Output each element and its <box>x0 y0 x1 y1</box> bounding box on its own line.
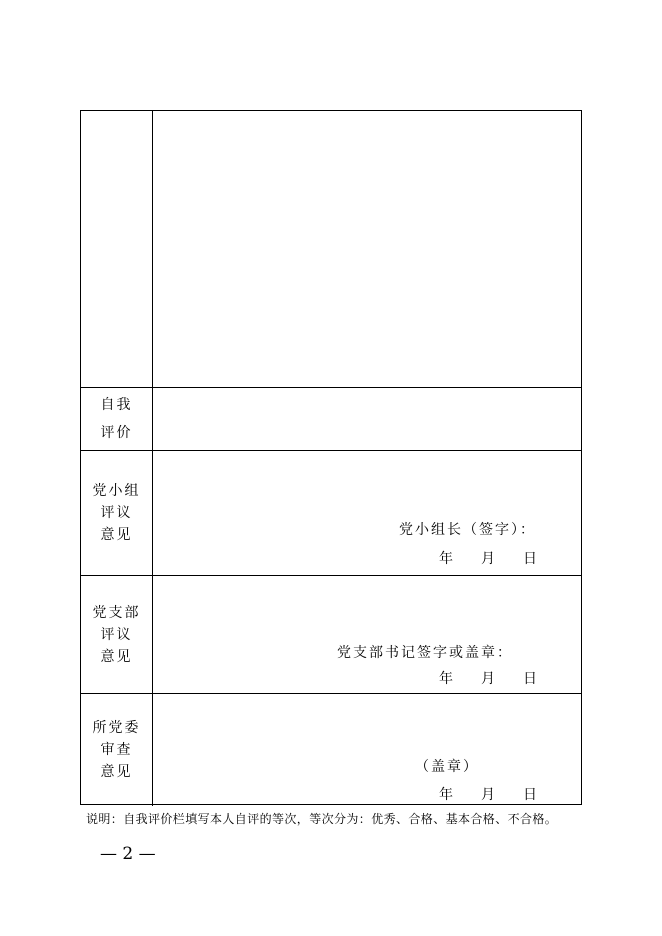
group-date-line <box>439 548 537 568</box>
year-label: 年 <box>439 787 453 803</box>
label-line: 党支部 <box>92 604 141 621</box>
committee-date-line <box>439 784 537 804</box>
party-group-label <box>81 451 153 575</box>
summary-row <box>81 111 581 388</box>
party-branch-content[interactable] <box>153 576 581 693</box>
day-label: 日 <box>523 787 537 803</box>
label-line: 评议 <box>100 505 133 521</box>
self-evaluation-content[interactable] <box>153 388 581 450</box>
self-evaluation-label <box>81 388 153 450</box>
label-line: 党小组 <box>92 483 141 499</box>
party-branch-label <box>81 576 153 693</box>
party-group-content[interactable] <box>153 451 581 575</box>
month-label: 月 <box>481 551 495 567</box>
year-label: 年 <box>439 671 453 687</box>
label-line: 意见 <box>100 648 133 665</box>
day-label: 日 <box>523 551 537 567</box>
month-label: 月 <box>481 671 495 687</box>
branch-secretary-signature-label: 党支部书记签字或盖章： <box>337 645 513 661</box>
label-line: 评价 <box>100 425 133 441</box>
summary-content-cell[interactable] <box>153 111 581 387</box>
summary-label-cell <box>81 111 153 387</box>
label-line: 自我 <box>100 397 133 413</box>
self-evaluation-row <box>81 388 581 451</box>
page-number: — 2 — <box>100 844 156 864</box>
label-line: 审查 <box>100 742 133 758</box>
label-line: 意见 <box>100 764 133 780</box>
committee-label <box>81 694 153 806</box>
committee-row <box>81 694 581 806</box>
label-line: 所党委 <box>92 720 141 736</box>
label-line: 意见 <box>100 527 133 543</box>
group-leader-signature-label: 党小组长（签字）： <box>399 522 536 538</box>
year-label: 年 <box>439 551 453 567</box>
branch-date-line <box>439 668 537 688</box>
committee-seal-label: （盖章） <box>415 759 479 775</box>
party-group-row <box>81 451 581 576</box>
month-label: 月 <box>481 787 495 803</box>
committee-content[interactable] <box>153 694 581 806</box>
form-note: 说明：自我评价栏填写本人自评的等次，等次分为：优秀、合格、基本合格、不合格。 <box>86 812 558 826</box>
label-line: 评议 <box>100 626 133 643</box>
evaluation-form-table <box>80 110 582 805</box>
party-branch-row <box>81 576 581 694</box>
day-label: 日 <box>523 671 537 687</box>
